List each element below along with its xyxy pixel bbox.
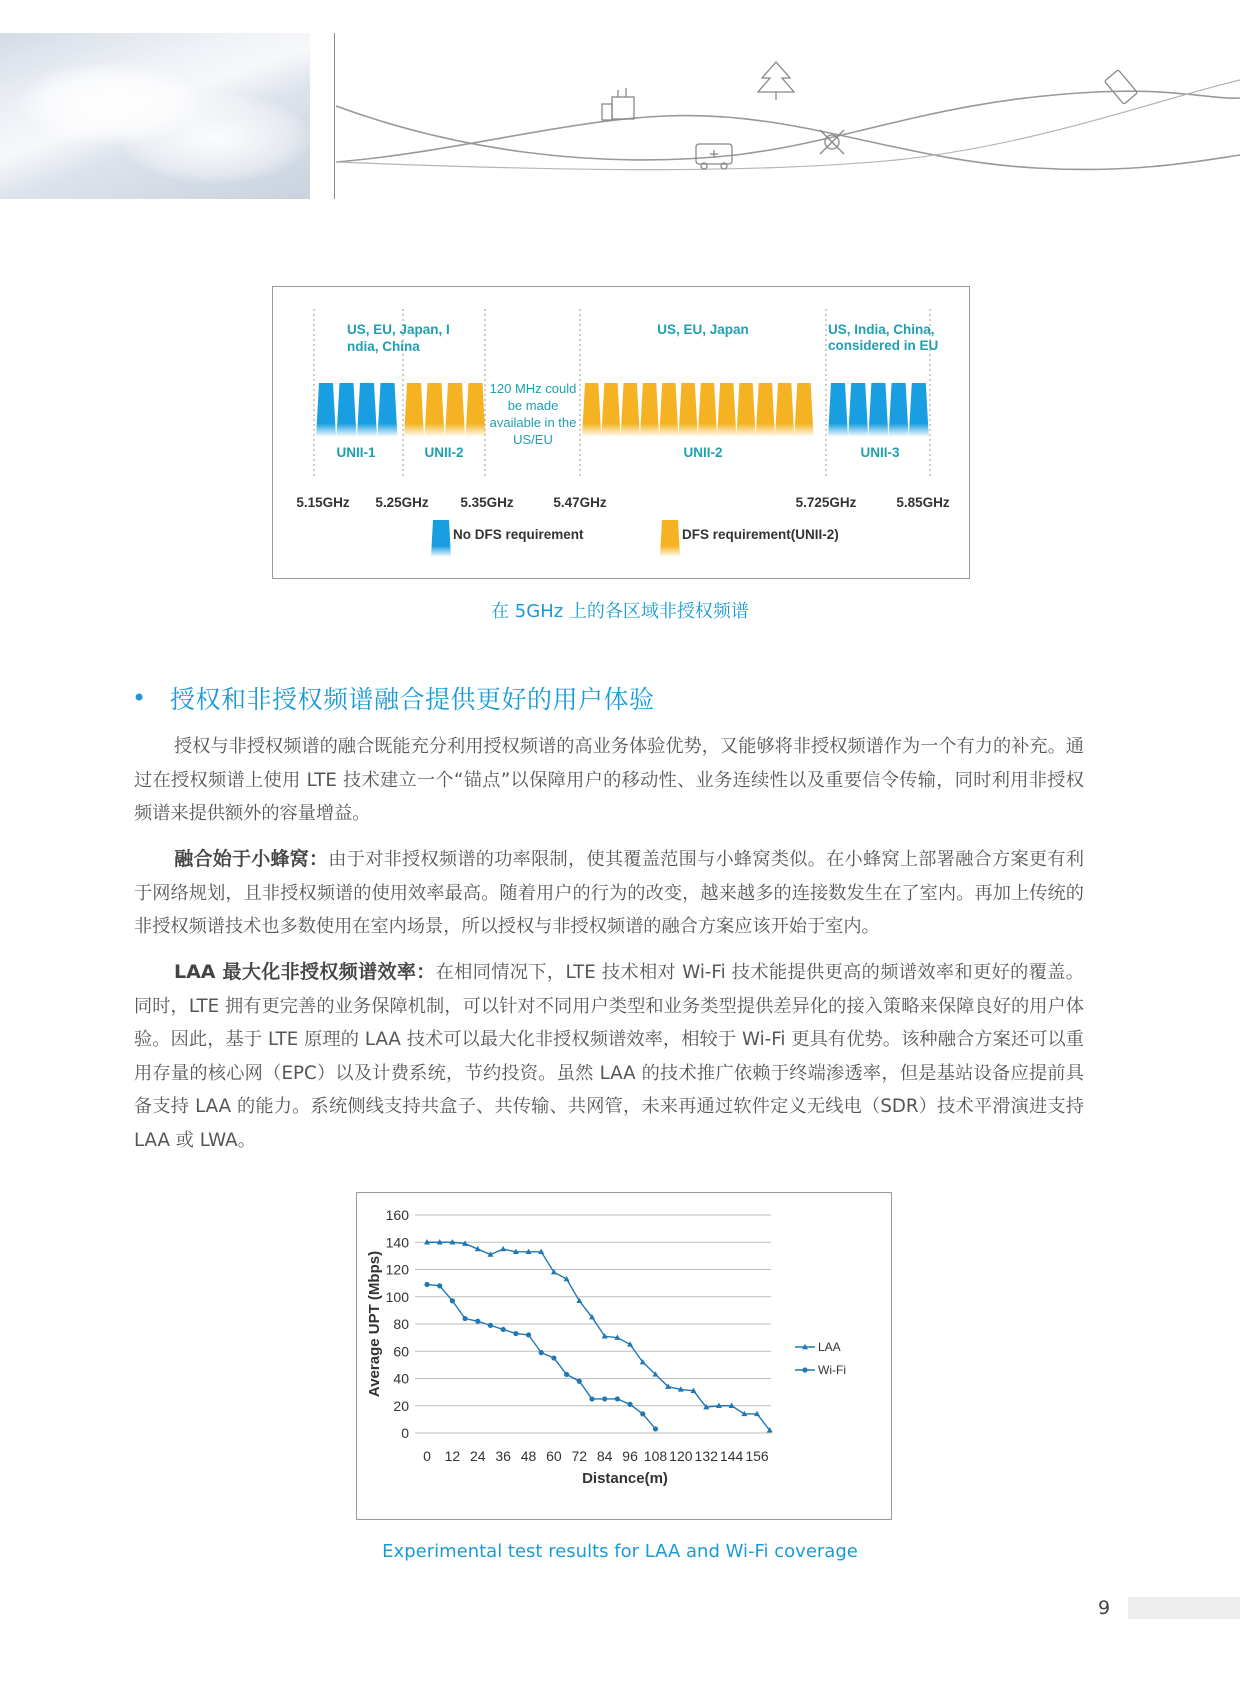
- channel-bar-3-2: [868, 383, 888, 437]
- y-tick-60: 60: [393, 1343, 409, 1360]
- page-footer-bar: [1128, 1597, 1240, 1619]
- point-wi-fi-0: [424, 1282, 429, 1287]
- freq-5.35: 5.35GHz: [460, 495, 514, 510]
- figure2-caption: Experimental test results for LAA and Wi-Fi coverage: [382, 1541, 858, 1562]
- header-divider: [334, 33, 335, 199]
- channel-bar-0-2: [357, 383, 377, 437]
- spectrum-figure: [272, 286, 970, 579]
- freq-5.25: 5.25GHz: [375, 495, 429, 510]
- paragraph-2-text: 由于对非授权频谱的功率限制，使其覆盖范围与小蜂窝类似。在小蜂窝上部署融合方案更有利于网络规划，且非授权频谱的使用效率最高。随着用户的行为的改变，越来越多的连接数发生在了室内。再加上传统的非授权频谱技术也多数使用在室内场景，所以授权与非授权频谱的融合方案应该开始于室内。: [134, 849, 1084, 937]
- tree-icon: [758, 62, 794, 100]
- channel-bar-2-9: [756, 383, 775, 437]
- point-wi-fi-102: [640, 1411, 645, 1416]
- legend-dfs-swatch: [660, 520, 680, 557]
- gap-note-4: US/EU: [513, 432, 553, 447]
- point-wi-fi-96: [627, 1402, 632, 1407]
- channel-bar-2-0: [582, 383, 601, 437]
- x-tick-36: 36: [495, 1448, 511, 1464]
- channel-bar-2-4: [659, 383, 678, 437]
- gap-note-2: be made: [507, 398, 559, 413]
- channel-bar-2-5: [679, 383, 698, 437]
- coverage-chart-svg: [357, 1193, 893, 1521]
- y-tick-100: 100: [385, 1288, 409, 1305]
- x-tick-60: 60: [546, 1448, 562, 1464]
- building-icon: [602, 88, 634, 120]
- channel-bar-0-3: [378, 383, 398, 437]
- channel-bar-1-0: [404, 383, 424, 437]
- x-tick-108: 108: [643, 1448, 668, 1464]
- header-sky-photo: [0, 33, 310, 199]
- channel-bar-3-0: [828, 383, 848, 437]
- y-tick-120: 120: [385, 1261, 409, 1278]
- point-wi-fi-48: [526, 1332, 531, 1337]
- paragraph-3-lead: LAA 最大化非授权频谱效率：: [174, 961, 436, 983]
- channel-bar-2-1: [601, 383, 620, 437]
- channel-bar-1-2: [445, 383, 465, 437]
- spectrum-diagram: [273, 287, 971, 580]
- figure1-caption: 在 5GHz 上的各区域非授权频谱: [491, 601, 749, 622]
- section-bullet: •: [132, 684, 147, 712]
- channel-bar-2-8: [736, 383, 755, 437]
- paragraph-3: [134, 956, 1084, 1157]
- point-wi-fi-6: [437, 1283, 442, 1288]
- channel-bar-0-1: [337, 383, 357, 437]
- y-tick-40: 40: [393, 1370, 409, 1387]
- page-number: 9: [1098, 1597, 1111, 1619]
- band-label-unii3: UNII-3: [860, 445, 900, 460]
- device-icon: [1104, 70, 1137, 105]
- legend-label-laa: LAA: [818, 1340, 841, 1354]
- channel-bar-2-2: [621, 383, 640, 437]
- channel-bar-1-3: [466, 383, 486, 437]
- point-wi-fi-18: [462, 1316, 467, 1321]
- point-wi-fi-30: [488, 1323, 493, 1328]
- point-wi-fi-84: [602, 1396, 607, 1401]
- paragraph-3-text: 在相同情况下，LTE 技术相对 Wi-Fi 技术能提供更高的频谱效率和更好的覆盖。同时，LTE 拥有更完善的业务保障机制，可以针对不同用户类型和业务类型提供差异化的接入策略来保障良好的用户体验。因此，基于 LTE 原理的 LAA 技术可以最大化非授权频谱效率，相较于 Wi-Fi 更具有优势。该种融合方案还可以重用存量的核心网（EPC）以及计费系统，节约投资。虽然 LAA 的技术推广依赖于终端渗透率，但是基站设备应提前具备支持 LAA 的能力。系统侧线支持共盒子、共传输、共网管，未来再通过软件定义无线电（SDR）技术平滑演进支持 LAA 或 LWA。: [134, 962, 1084, 1151]
- channel-bar-1-1: [425, 383, 445, 437]
- point-wi-fi-36: [501, 1327, 506, 1332]
- legend-no-dfs-label: No DFS requirement: [453, 527, 584, 542]
- band-label-unii2b: UNII-2: [683, 445, 723, 460]
- header-line-art: [336, 40, 1240, 190]
- x-tick-0: 0: [423, 1448, 431, 1464]
- region-label-3b: considered in EU: [828, 338, 939, 353]
- x-tick-84: 84: [596, 1448, 613, 1464]
- point-wi-fi-24: [475, 1319, 480, 1324]
- point-wi-fi-42: [513, 1331, 518, 1336]
- x-tick-132: 132: [694, 1448, 718, 1464]
- freq-5.725: 5.725GHz: [795, 495, 857, 510]
- x-tick-96: 96: [622, 1448, 638, 1464]
- channel-bar-2-6: [698, 383, 717, 437]
- legend-no-dfs-swatch: [431, 520, 451, 557]
- point-laa-36: [500, 1246, 506, 1251]
- point-wi-fi-12: [450, 1298, 455, 1303]
- x-tick-48: 48: [520, 1448, 537, 1464]
- point-wi-fi-78: [589, 1396, 594, 1401]
- gap-note-1: 120 MHz could: [489, 381, 577, 396]
- channel-bar-3-3: [889, 383, 909, 437]
- point-wi-fi-60: [551, 1355, 556, 1360]
- paragraph-1: [134, 730, 1084, 831]
- legend-label-wi-fi: Wi-Fi: [818, 1363, 846, 1377]
- y-tick-0: 0: [401, 1425, 409, 1441]
- channel-bar-2-10: [775, 383, 794, 437]
- point-wi-fi-108: [653, 1426, 658, 1431]
- section-heading: 授权和非授权频谱融合提供更好的用户体验: [170, 685, 655, 714]
- y-tick-140: 140: [385, 1234, 409, 1251]
- region-label-3a: US, India, China,: [828, 322, 935, 337]
- x-tick-156: 156: [745, 1448, 769, 1464]
- channel-bar-2-7: [717, 383, 736, 437]
- freq-5.85: 5.85GHz: [896, 495, 950, 510]
- point-wi-fi-90: [615, 1396, 620, 1401]
- point-wi-fi-66: [564, 1372, 569, 1377]
- series-line-wi-fi: [427, 1284, 655, 1428]
- channel-bar-2-11: [794, 383, 813, 437]
- y-tick-80: 80: [393, 1316, 409, 1332]
- channel-bars: [316, 383, 929, 437]
- x-tick-24: 24: [469, 1448, 486, 1464]
- region-label-1b: ndia, China: [347, 339, 420, 354]
- freq-5.15: 5.15GHz: [296, 495, 350, 510]
- series-line-laa: [427, 1242, 770, 1430]
- gap-note-3: available in the: [489, 415, 577, 430]
- x-tick-120: 120: [669, 1448, 693, 1464]
- x-tick-144: 144: [719, 1448, 744, 1464]
- region-label-2: US, EU, Japan: [657, 322, 749, 337]
- x-tick-72: 72: [571, 1448, 588, 1464]
- x-axis-label: Distance(m): [582, 1470, 668, 1487]
- channel-bar-2-3: [640, 383, 659, 437]
- point-wi-fi-72: [577, 1379, 582, 1384]
- band-label-unii2a: UNII-2: [424, 445, 464, 460]
- channel-bar-0-0: [316, 383, 336, 437]
- y-axis-label: Average UPT (Mbps): [366, 1250, 383, 1398]
- freq-5.47: 5.47GHz: [553, 495, 607, 510]
- paragraph-2-lead: 融合始于小蜂窝：: [174, 848, 329, 870]
- coverage-chart: [356, 1192, 892, 1520]
- x-tick-12: 12: [444, 1448, 461, 1464]
- band-label-unii1: UNII-1: [336, 445, 376, 460]
- y-tick-20: 20: [393, 1397, 409, 1414]
- legend-marker-wi-fi: [802, 1367, 807, 1372]
- legend-dfs-label: DFS requirement(UNII-2): [682, 527, 839, 542]
- region-label-1a: US, EU, Japan, I: [347, 322, 450, 337]
- paragraph-1-text: 授权与非授权频谱的融合既能充分利用授权频谱的高业务体验优势，又能够将非授权频谱作为一个有力的补充。通过在授权频谱上使用 LTE 技术建立一个“锚点”以保障用户的移动性、业务连续性以及重要信令传输，同时利用非授权频谱来提供额外的容量增益。: [134, 736, 1084, 824]
- channel-bar-3-4: [909, 383, 929, 437]
- point-wi-fi-54: [539, 1350, 544, 1355]
- paragraph-2: [134, 843, 1084, 944]
- y-tick-160: 160: [385, 1207, 409, 1223]
- channel-bar-3-1: [848, 383, 868, 437]
